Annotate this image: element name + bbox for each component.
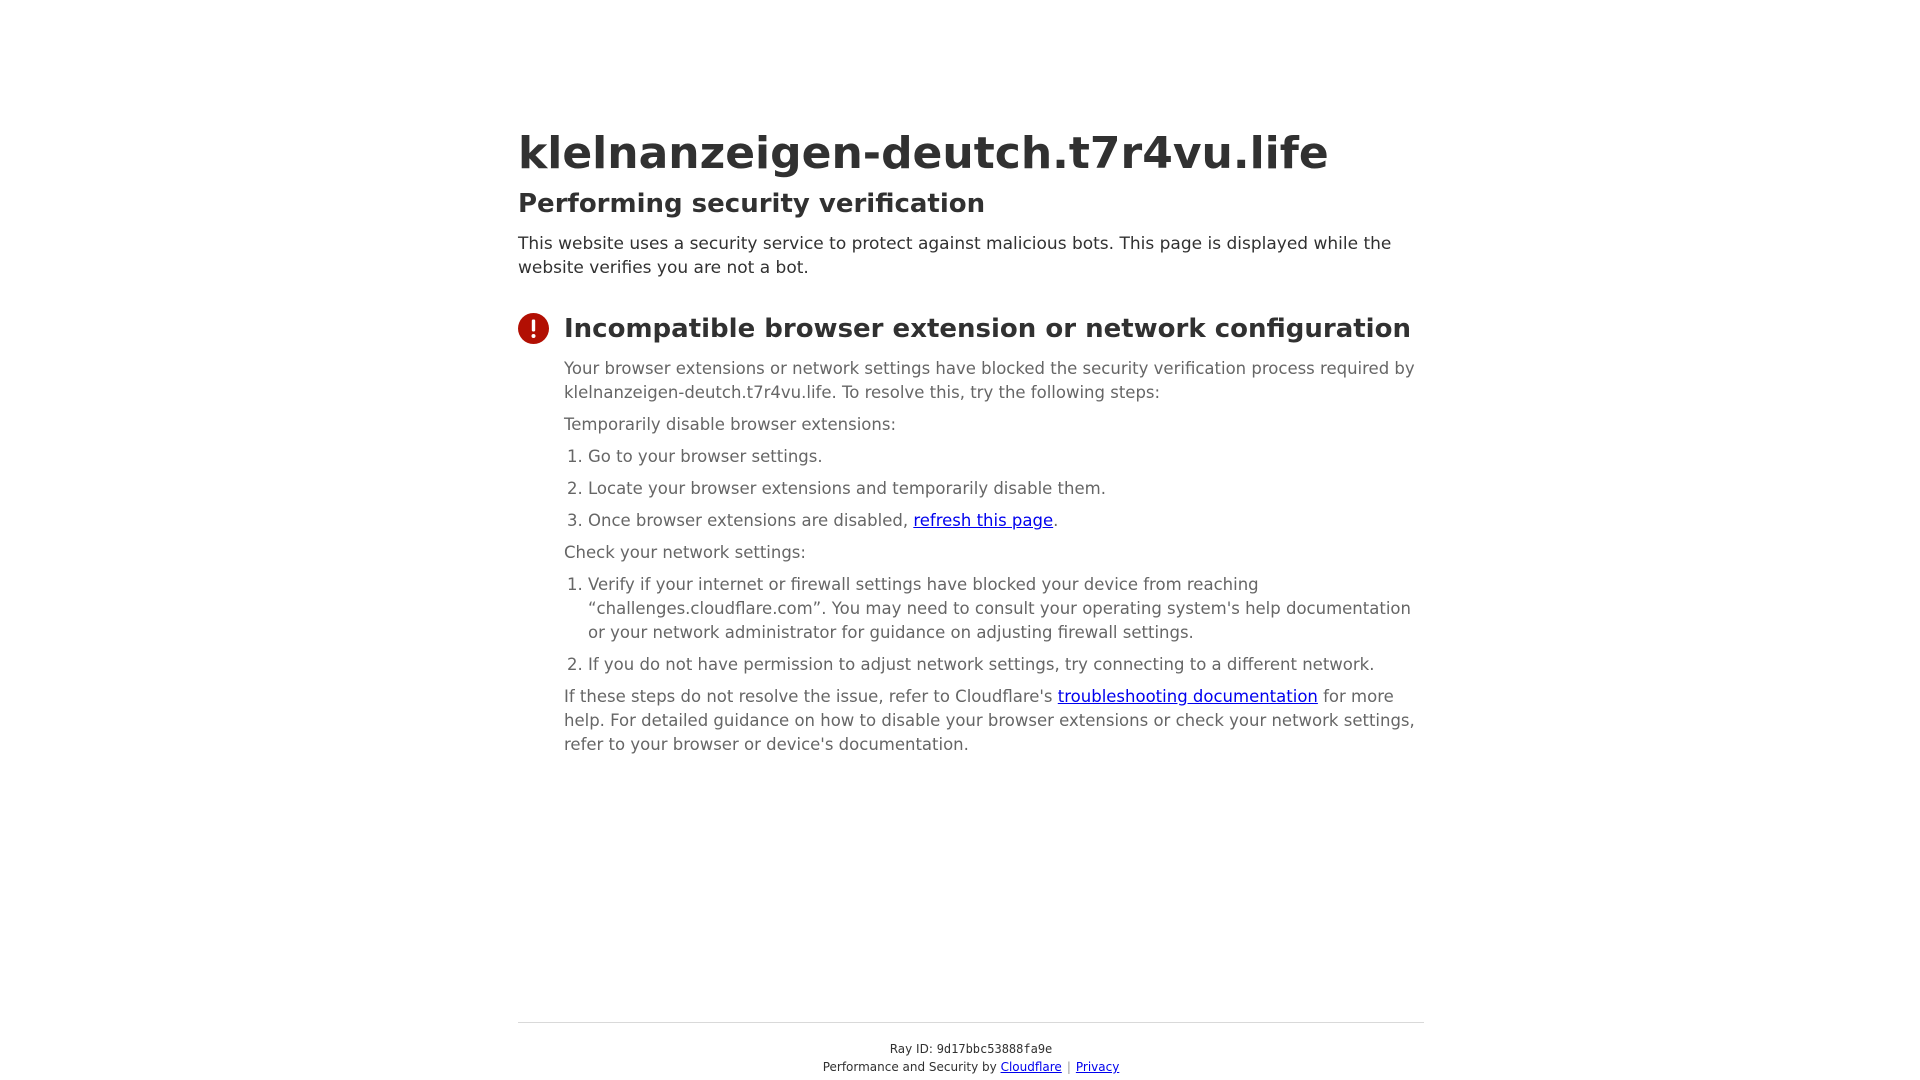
error-block xyxy=(518,313,1424,757)
troubleshooting-link[interactable]: troubleshooting documentation xyxy=(1057,687,1318,706)
list-item xyxy=(564,477,1424,501)
closing-text: If these steps do not resolve the issue, refer to Cloudflare's xyxy=(564,687,1058,706)
step-text: Verify if your internet or firewall settings have blocked your device from reaching “challenges.cloudflare.com”. You may need to consult your operating system's help documentation or your network administrator for guidance on adjusting firewall settings. xyxy=(588,575,1411,642)
list-item xyxy=(564,509,1424,533)
exclamation-circle-icon xyxy=(518,313,549,344)
ray-id-value: 9d17bbc53888fa9e xyxy=(936,1042,1053,1056)
extensions-heading: Temporarily disable browser extensions: xyxy=(564,415,896,434)
network-steps-list xyxy=(564,573,1424,677)
step-number: 3. xyxy=(567,511,583,530)
network-heading: Check your network settings: xyxy=(564,543,806,562)
page-subtitle: Performing security verification xyxy=(518,189,986,219)
intro-text: This website uses a security service to protect against malicious bots. This page is displayed while the website verifies you are not a bot. xyxy=(518,234,1392,278)
performance-line xyxy=(518,1058,1424,1076)
step-text-end: . xyxy=(1053,511,1059,530)
error-body xyxy=(564,357,1424,757)
step-number: 1. xyxy=(567,447,583,466)
error-title: Incompatible browser extension or network configuration xyxy=(564,314,1411,344)
closing-paragraph xyxy=(564,685,1424,757)
ray-id-label: Ray ID: xyxy=(889,1042,937,1056)
extension-steps-list xyxy=(564,445,1424,533)
footer xyxy=(518,1022,1424,1076)
list-item xyxy=(564,653,1424,677)
ray-id-line xyxy=(518,1040,1424,1058)
privacy-link[interactable]: Privacy xyxy=(1075,1060,1120,1074)
step-text: Once browser extensions are disabled, xyxy=(588,511,914,530)
step-text: Go to your browser settings. xyxy=(588,447,823,466)
performance-text: Performance and Security by xyxy=(822,1060,1001,1074)
step-text: If you do not have permission to adjust network settings, try connecting to a different network. xyxy=(588,655,1375,674)
footer-separator: | xyxy=(1066,1060,1071,1074)
step-number: 2. xyxy=(567,655,583,674)
step-text: Locate your browser extensions and temporarily disable them. xyxy=(588,479,1106,498)
step-number: 2. xyxy=(567,479,583,498)
site-title: klelnanzeigen-deutch.t7r4vu.life xyxy=(518,128,1329,179)
closing-text-end: for more help. For detailed guidance on how to disable your browser extensions or check your network settings, refer to your browser or device's documentation. xyxy=(564,687,1415,754)
refresh-page-link[interactable]: refresh this page xyxy=(913,511,1054,530)
list-item xyxy=(564,445,1424,469)
cloudflare-link[interactable]: Cloudflare xyxy=(1000,1060,1062,1074)
step-number: 1. xyxy=(567,575,583,594)
error-description: Your browser extensions or network settings have blocked the security verification process required by klelnanzeigen-deutch.t7r4vu.life. To resolve this, try the following steps: xyxy=(564,359,1415,402)
list-item xyxy=(564,573,1424,645)
main-content xyxy=(518,126,1424,765)
